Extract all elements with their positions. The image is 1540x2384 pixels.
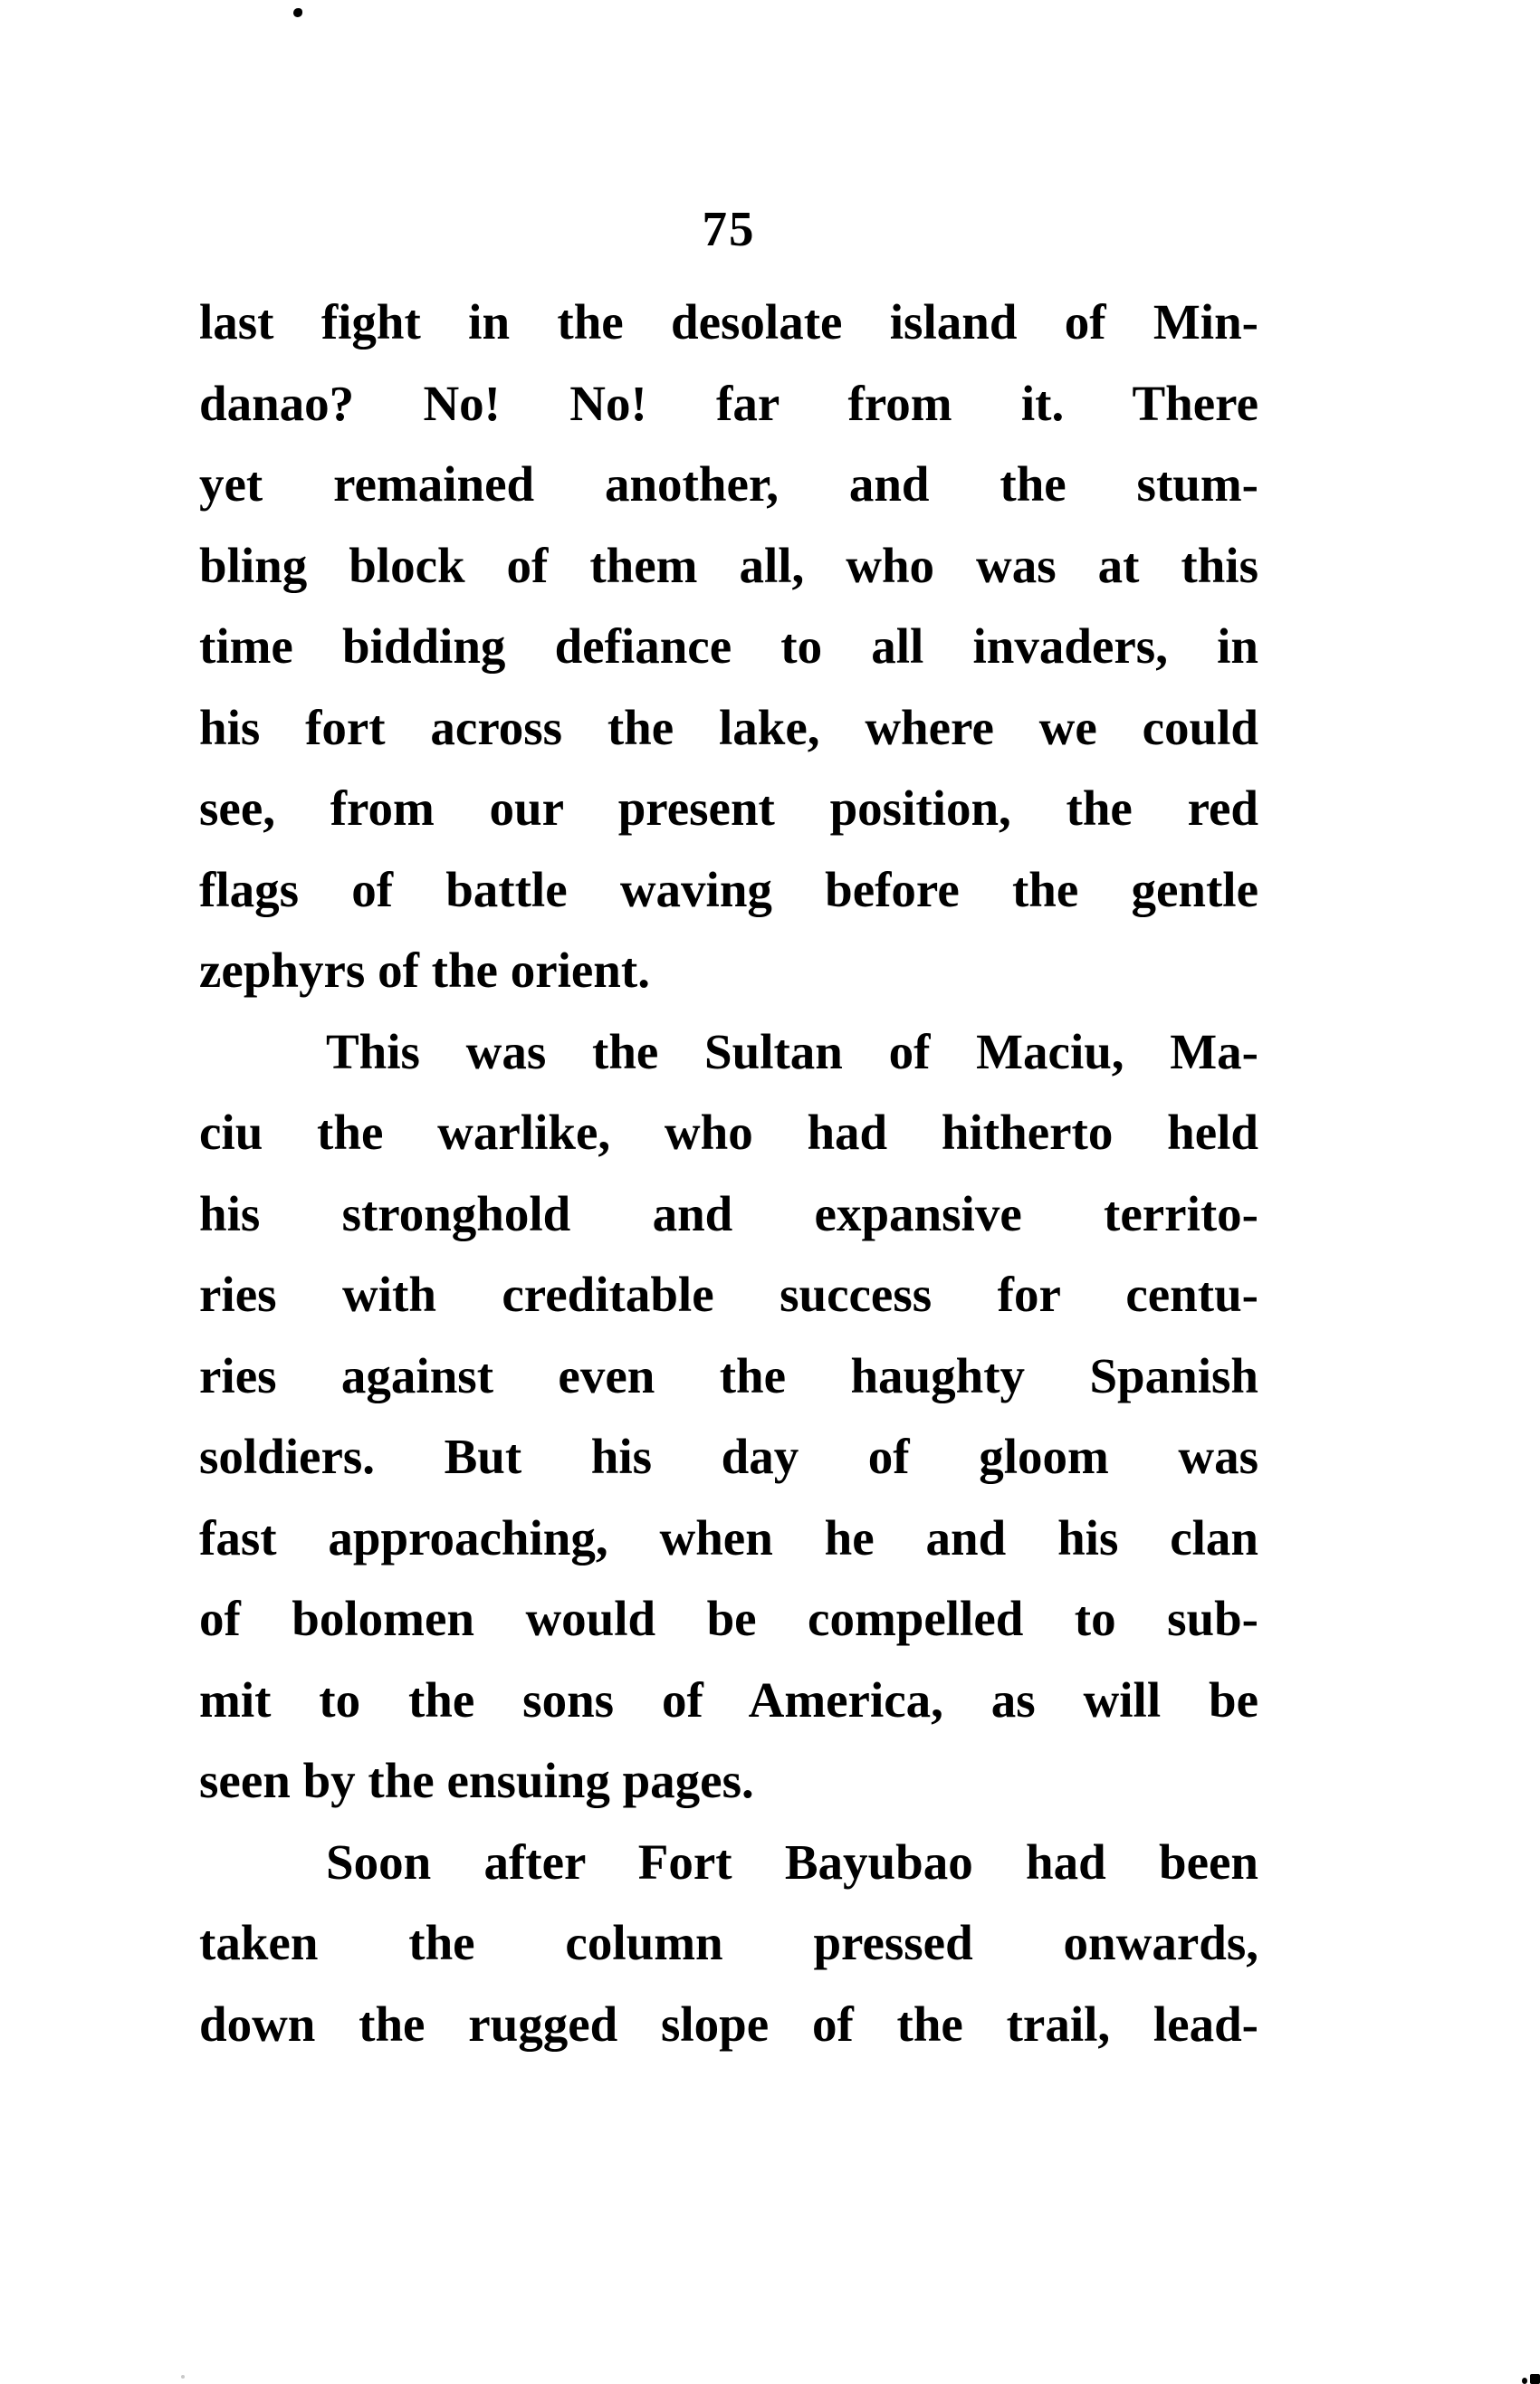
text-line: seen by the ensuing pages. bbox=[199, 1753, 754, 1808]
text-line: his stronghold and expansive territo- bbox=[199, 1185, 1258, 1241]
text-line: ries with creditable success for centu- bbox=[199, 1267, 1258, 1322]
text-line: mit to the sons of America, as will be bbox=[199, 1671, 1258, 1728]
page-number: 75 bbox=[702, 201, 756, 256]
text-line: flags of battle waving before the gentle bbox=[199, 861, 1258, 917]
text-line: zephyrs of the orient. bbox=[199, 943, 650, 998]
text-line: bling block of them all, who was at this bbox=[199, 537, 1258, 593]
text-line: his fort across the lake, where we could bbox=[199, 699, 1258, 755]
text-line: Soon after Fort Bayubao had been bbox=[326, 1833, 1258, 1890]
body-text bbox=[199, 282, 1258, 2064]
text-line: time bidding defiance to all invaders, in bbox=[199, 618, 1258, 674]
text-line: of bolomen would be compelled to sub- bbox=[199, 1591, 1258, 1646]
text-line: ciu the warlike, who had hitherto held bbox=[199, 1105, 1258, 1160]
ink-speck bbox=[293, 8, 302, 17]
ink-speck bbox=[1522, 2378, 1527, 2384]
text-line: yet remained another, and the stum- bbox=[199, 456, 1258, 512]
text-line: down the rugged slope of the trail, lead- bbox=[199, 1996, 1258, 2052]
text-line: see, from our present position, the red bbox=[199, 780, 1258, 836]
ink-speck bbox=[181, 2375, 185, 2379]
text-line: This was the Sultan of Maciu, Ma- bbox=[326, 1023, 1258, 1079]
text-line: last fight in the desolate island of Min- bbox=[199, 294, 1258, 349]
text-line: danao? No! No! far from it. There bbox=[199, 375, 1258, 431]
text-line: ries against even the haughty Spanish bbox=[199, 1347, 1258, 1403]
text-line: fast approaching, when he and his clan bbox=[199, 1509, 1258, 1565]
ink-speck bbox=[1530, 2374, 1540, 2384]
text-line: taken the column pressed onwards, bbox=[199, 1915, 1258, 1970]
text-line: soldiers. But his day of gloom was bbox=[199, 1429, 1258, 1484]
